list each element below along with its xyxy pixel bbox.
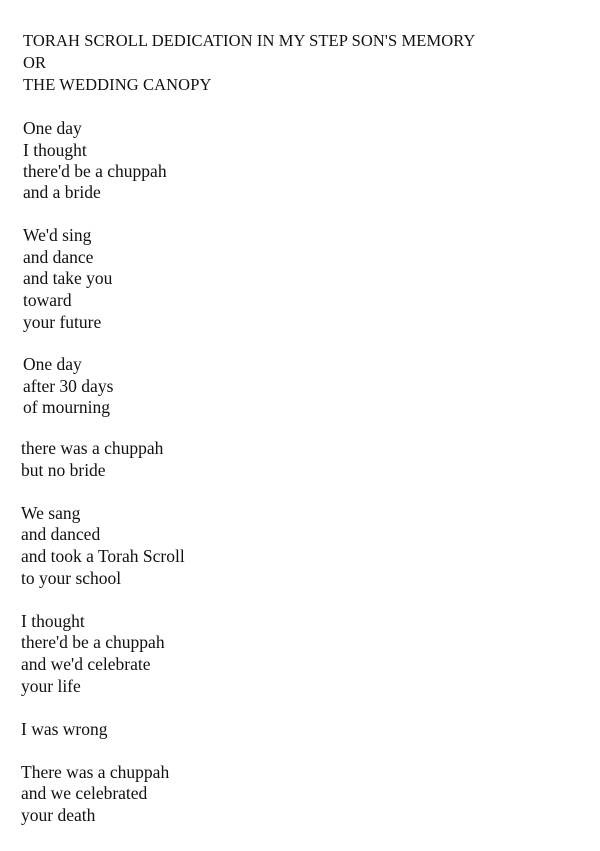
poem-line: of mourning [23, 397, 111, 417]
poem-line: and we celebrated [21, 783, 148, 803]
title-line: OR [23, 53, 47, 72]
poem-line: I was wrong [21, 719, 108, 739]
poem-line: One day [23, 118, 82, 138]
poem-line: your life [21, 676, 81, 696]
title-line: THE WEDDING CANOPY [23, 75, 212, 94]
poem-line: I thought [23, 140, 87, 160]
poem-line: I thought [21, 611, 85, 631]
poem-line: and danced [21, 524, 101, 544]
poem-line: We sang [21, 503, 81, 523]
poem-line: There was a chuppah [21, 762, 170, 782]
poem-title [23, 30, 475, 96]
poem-line: and we'd celebrate [21, 654, 151, 674]
poem-line: there was a chuppah [21, 438, 164, 458]
title-line: TORAH SCROLL DEDICATION IN MY STEP SON'S MEMORY [23, 31, 476, 50]
poem-line: after 30 days [23, 376, 114, 396]
poem-line: and took a Torah Scroll [21, 546, 185, 566]
poem-line: your death [21, 805, 96, 825]
poem-line: your future [23, 312, 102, 332]
poem-line: to your school [21, 568, 122, 588]
poem-line: We'd sing [23, 225, 92, 245]
poem-line: and take you [23, 268, 113, 288]
poem-line: One day [23, 354, 82, 374]
poem-line: there'd be a chuppah [21, 632, 165, 652]
poem-line: and a bride [23, 182, 101, 202]
poem-line: but no bride [21, 460, 106, 480]
poem-line: toward [23, 290, 72, 310]
poem-line: and dance [23, 247, 94, 267]
poem-line: there'd be a chuppah [23, 161, 167, 181]
